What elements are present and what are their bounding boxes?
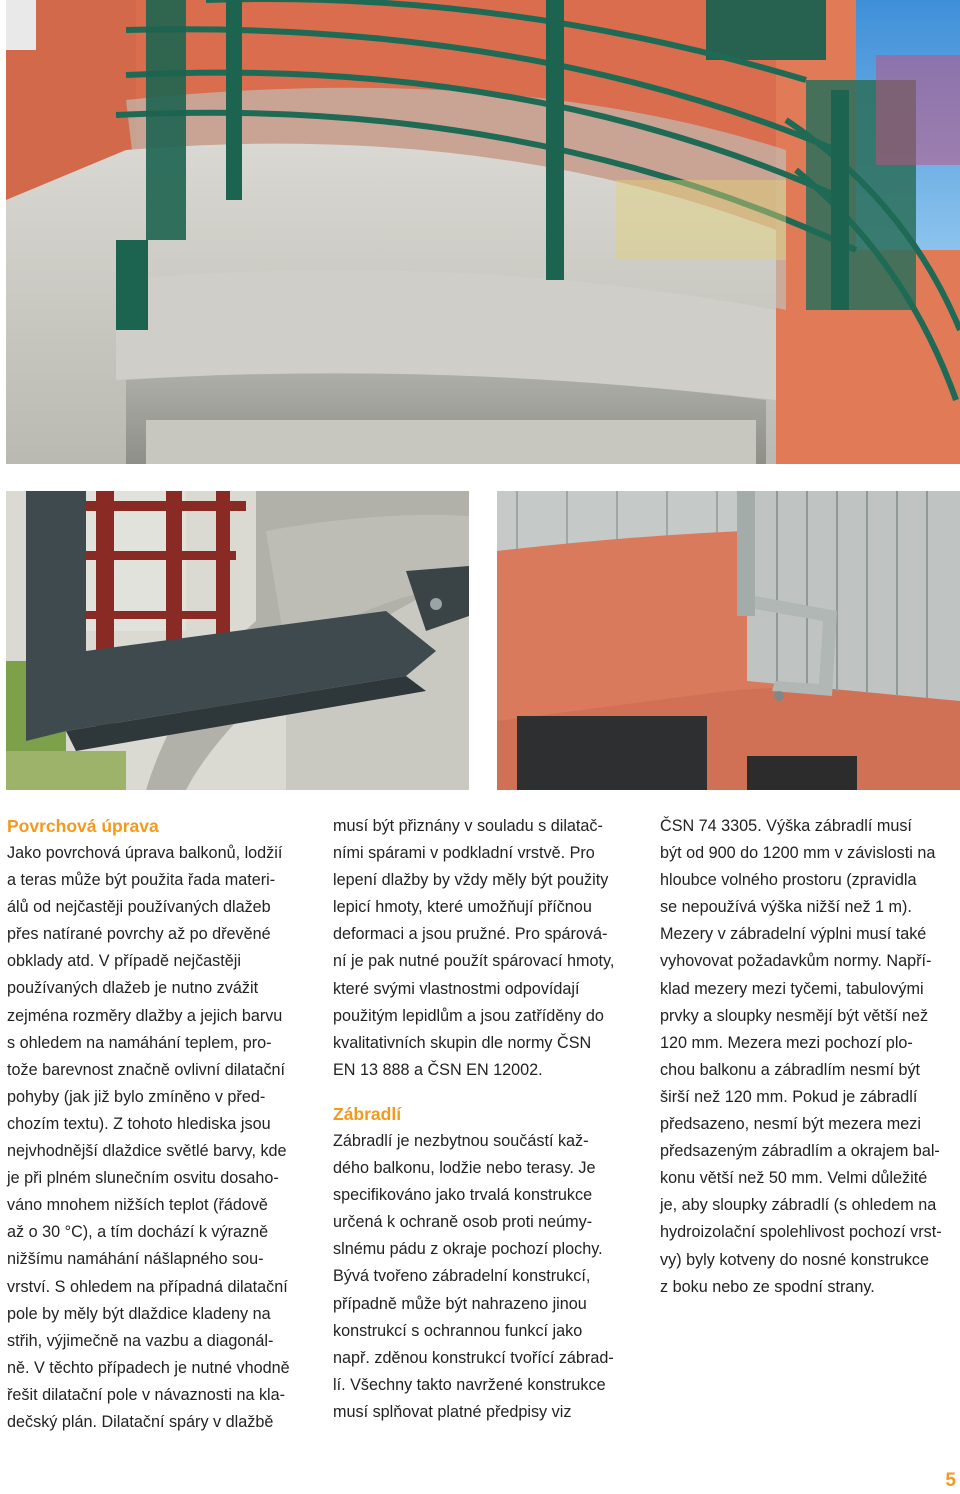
paragraph-line: vrství. S ohledem na případná dilatační [7, 1277, 288, 1296]
paragraph-line: předsazeným zábradlím a okrajem bal- [660, 1142, 940, 1161]
page-number: 5 [945, 1470, 956, 1491]
paragraph-line: konu větší než 50 mm. Velmi důležité [660, 1169, 928, 1188]
paragraph-line: vyhovovat požadavkům normy. Napří- [660, 952, 932, 971]
paragraph-line: z boku nebo ze spodní strany. [660, 1277, 875, 1296]
paragraph-line: obklady atd. V případě nejčastěji [7, 952, 241, 971]
section-heading-surface: Povrchová úprava [7, 816, 159, 836]
paragraph-line: álů od nejčastěji používaných dlažeb [7, 898, 271, 917]
paragraph-line: vy) byly kotveny do nosné konstrukce [660, 1250, 930, 1269]
paragraph-line: Bývá tvořeno zábradelní konstrukcí, [333, 1267, 591, 1286]
paragraph-line: chozím textu). Z tohoto hlediska jsou [7, 1114, 271, 1133]
paragraph-line: slnému pádu z okraje pochozí plochy. [333, 1240, 603, 1259]
paragraph-line: Jako povrchová úprava balkonů, lodžií [7, 844, 283, 862]
paragraph-line: dečský plán. Dilatační spáry v dlažbě [7, 1412, 274, 1431]
paragraph-line: s ohledem na namáhání teplem, pro- [7, 1033, 272, 1052]
paragraph-line: pole by měly být dlaždice kladeny na [7, 1304, 271, 1323]
paragraph-line: širší než 120 mm. Pokud je zábradlí [660, 1087, 918, 1106]
section-heading-railing: Zábradlí [333, 1103, 402, 1124]
paragraph-line: je při plném slunečním osvitu dosaho- [7, 1169, 279, 1188]
paragraph-line: musí splňovat platné předpisy viz [333, 1402, 572, 1421]
paragraph-line: dého balkonu, lodžie nebo terasy. Je [333, 1159, 596, 1178]
paragraph-line: hloubce volného prostoru (zpravidla [660, 871, 917, 890]
paragraph-line: zejména rozměry dlažby a jejich barvu [7, 1006, 283, 1025]
paragraph-line: deformaci a jsou pružné. Pro spárová- [333, 925, 608, 944]
paragraph-line: ními spárami v podkladní vrstvě. Pro [333, 844, 595, 863]
paragraph-line: řešit dilatační pole v návaznosti na kla- [7, 1385, 286, 1404]
paragraph-line: se nepoužívá výška nižší než 1 m). [660, 898, 912, 917]
paragraph-line: lí. Všechny takto navržené konstrukce [333, 1375, 606, 1394]
paragraph-line: kvalitativních skupin dle normy ČSN [333, 1033, 592, 1052]
paragraph-line: prvky a sloupky nesmějí být větší než [660, 1006, 929, 1025]
paragraph-line: až o 30 °C), a tím dochází k výrazně [7, 1223, 269, 1242]
paragraph-line: a teras může být použita řada materi- [7, 871, 276, 890]
paragraph-line: přes natírané povrchy až po dřevěné [7, 925, 271, 944]
paragraph-line: musí být přiznány v souladu s dilatač- [333, 817, 603, 835]
paragraph-line: např. zděnou konstrukcí tvořící zábrad- [333, 1348, 614, 1367]
text-column-3 [660, 813, 960, 1301]
paragraph-line: ně. V těchto případech je nutné vhodně [7, 1358, 290, 1377]
paragraph-line: být od 900 do 1200 mm v závislosti na [660, 844, 936, 863]
paragraph-line: chou balkonu a zábradlím nesmí být [660, 1060, 921, 1079]
paragraph-line: hydroizolační spolehlivost pochozí vrst- [660, 1223, 942, 1242]
paragraph-line: Mezery v zábradelní výplni musí také [660, 925, 927, 944]
railing-side-anchor-photo [497, 491, 960, 790]
paragraph-line: používaných dlažeb je nutno zvážit [7, 979, 259, 998]
paragraph-line: Zábradlí je nezbytnou součástí kaž- [333, 1131, 589, 1150]
paragraph-line: klad mezery mezi tyčemi, tabulovými [660, 979, 924, 998]
paragraph-line: ČSN 74 3305. Výška zábradlí musí [660, 817, 912, 835]
paragraph-line: EN 13 888 a ČSN EN 12002. [333, 1060, 543, 1079]
text-column-2 [333, 813, 638, 1426]
paragraph-line: určená k ochraně osob proti neúmy- [333, 1213, 593, 1232]
paragraph-line: nejvhodnější dlaždice světlé barvy, kde [7, 1142, 287, 1161]
cantilever-steel-bracket-photo [6, 491, 469, 790]
balcony-curved-railing-photo [6, 0, 960, 464]
paragraph-line: 120 mm. Mezera mezi pochozí plo- [660, 1033, 913, 1052]
paragraph-line: pohyby (jak již bylo zmíněno v před- [7, 1087, 266, 1106]
text-column-1 [7, 813, 317, 1436]
paragraph-line: nižšímu namáhání nášlapného sou- [7, 1250, 264, 1269]
paragraph-line: případně může být nahrazeno jinou [333, 1294, 587, 1313]
paragraph-gap [333, 1084, 638, 1101]
paragraph-line: specifikováno jako trvalá konstrukce [333, 1186, 593, 1205]
paragraph-line: váno mnohem nižších teplot (řádově [7, 1196, 268, 1215]
paragraph-line: lepicí hmoty, které umožňují příčnou [333, 898, 592, 917]
paragraph-line: použitým lepidlům a jsou zatříděny do [333, 1006, 604, 1025]
paragraph-line: konstrukcí s ochrannou funkcí jako [333, 1321, 583, 1340]
paragraph-line: předsazeno, nesmí být mezera mezi [660, 1115, 921, 1134]
paragraph-line: je, aby sloupky zábradlí (s ohledem na [660, 1196, 937, 1215]
paragraph-line: střih, výjimečně na vazbu a diagonál- [7, 1331, 274, 1350]
paragraph-line: ní je pak nutné použít spárovací hmoty, [333, 952, 615, 971]
paragraph-line: které svými vlastnostmi odpovídají [333, 979, 580, 998]
paragraph-line: lepení dlažby by vždy měly být použity [333, 871, 609, 890]
paragraph-line: tože barevnost značně ovlivní dilatační [7, 1060, 286, 1079]
